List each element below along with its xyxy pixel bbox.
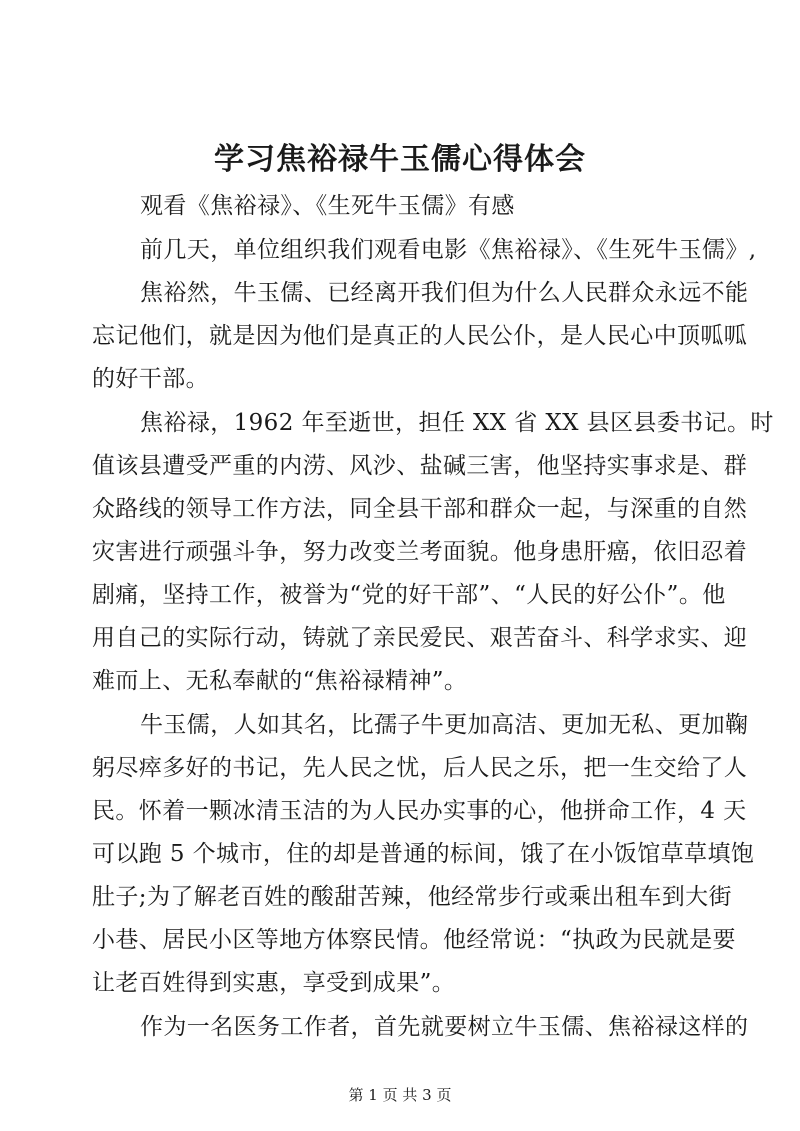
document-title: 学习焦裕禄牛玉儒心得体会: [214, 142, 586, 177]
text-line-13: 牛玉儒，人如其名，比孺子牛更加高洁、更加无私、更加鞠: [140, 712, 749, 738]
text-line-14: 躬尽瘁多好的书记，先人民之忧，后人民之乐，把一生交给了人: [92, 755, 748, 781]
page-footer: 第 1 页 共 3 页: [348, 1086, 452, 1104]
text-line-15: 民。怀着一颗冰清玉洁的为人民办实事的心，他拼命工作，4 天: [92, 798, 747, 824]
text-line-5: 的好干部。: [92, 366, 209, 392]
text-line-20: 作为一名医务工作者，首先就要树立牛玉儒、焦裕禄这样的: [140, 1014, 749, 1040]
text-line-18: 小巷、居民小区等地方体察民情。他经常说：“执政为民就是要: [92, 927, 736, 953]
text-line-7: 值该县遭受严重的内涝、风沙、盐碱三害，他坚持实事求是、群: [92, 453, 748, 479]
text-line-2: 前几天，单位组织我们观看电影《焦裕禄》、《生死牛玉儒》,: [140, 237, 757, 263]
text-line-6: 焦裕禄，1962 年至逝世，担任 XX 省 XX 县区县委书记。时: [140, 410, 774, 436]
text-line-3: 焦裕然，牛玉儒、已经离开我们但为什么人民群众永远不能: [140, 280, 749, 306]
text-line-10: 剧痛，坚持工作，被誉为“党的好干部”、“人民的好公仆”。他: [92, 582, 726, 608]
text-line-9: 灾害进行顽强斗争，努力改变兰考面貌。他身患肝癌，依旧忍着: [92, 539, 748, 565]
text-line-4: 忘记他们，就是因为他们是真正的人民公仆，是人民心中顶呱呱: [92, 323, 748, 349]
text-line-16: 可以跑 5 个城市，住的却是普通的标间，饿了在小饭馆草草填饱: [92, 841, 755, 867]
text-line-12: 难而上、无私奉献的“焦裕禄精神”。: [92, 668, 468, 694]
text-line-1: 观看《焦裕禄》、《生死牛玉儒》有感: [140, 193, 515, 219]
text-line-17: 肚子;为了解老百姓的酸甜苦辣，他经常步行或乘出租车到大街: [92, 884, 732, 910]
text-line-11: 用自己的实际行动，铸就了亲民爱民、艰苦奋斗、科学求实、迎: [92, 625, 748, 651]
text-line-19: 让老百姓得到实惠，享受到成果”。: [92, 970, 456, 996]
text-line-8: 众路线的领导工作方法，同全县干部和群众一起，与深重的自然: [92, 496, 748, 522]
